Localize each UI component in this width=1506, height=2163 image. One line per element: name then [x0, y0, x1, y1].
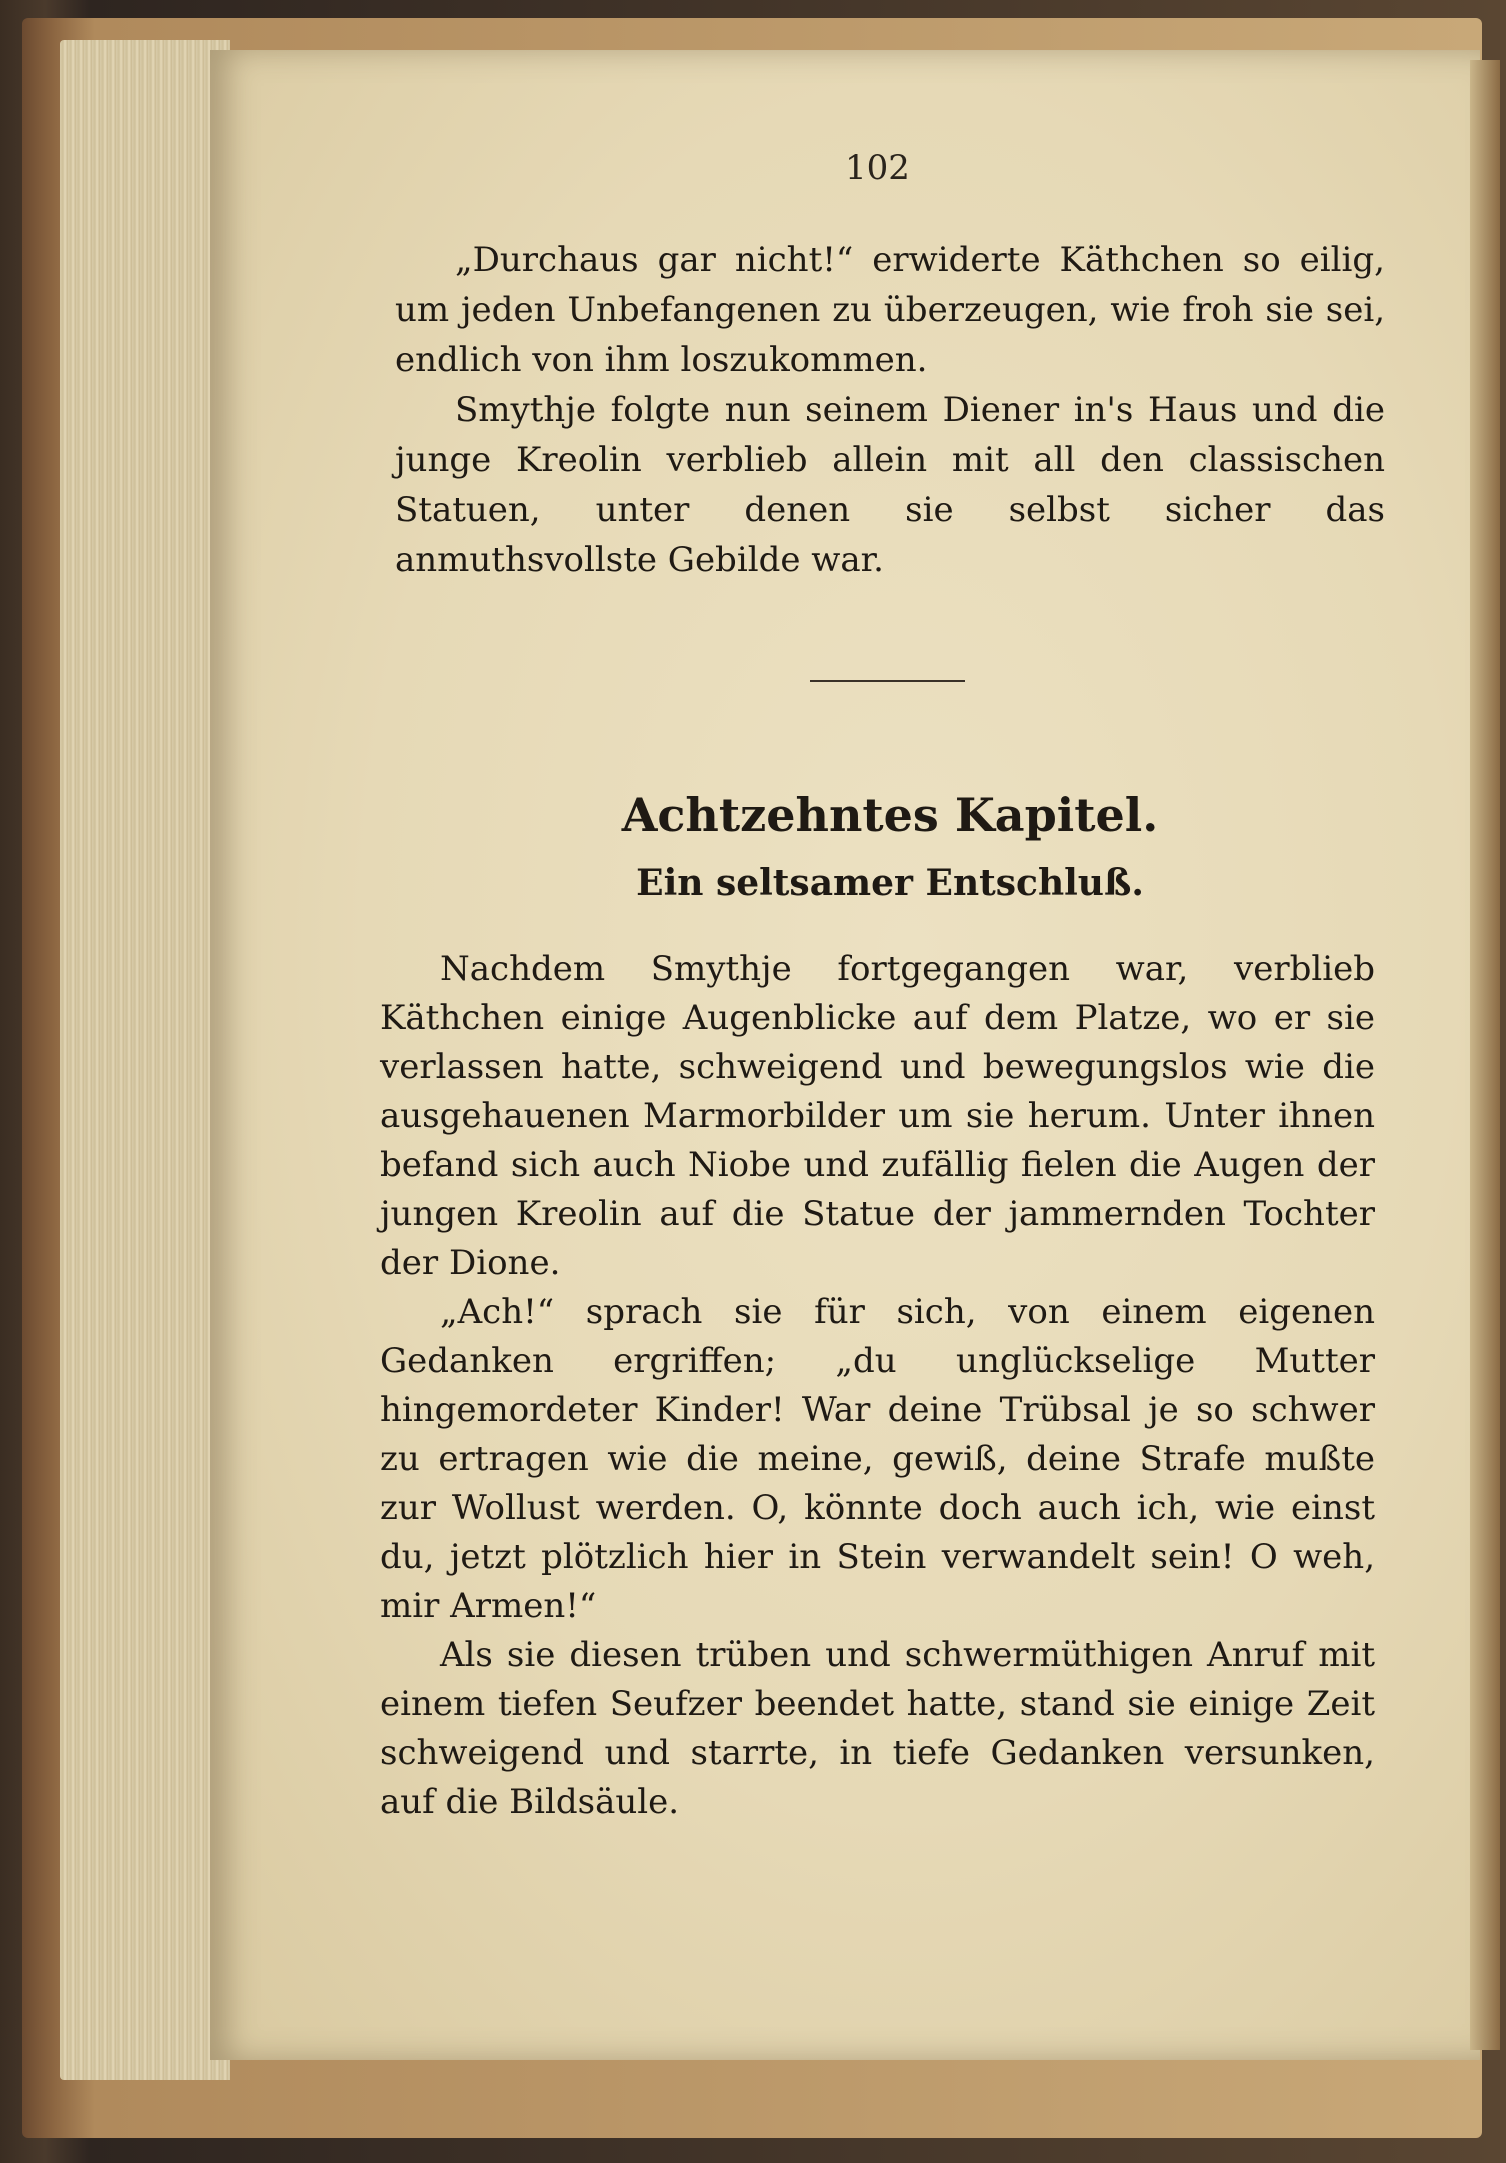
paragraph: „Ach!“ sprach sie für sich, von einem eigenen Gedanken ergriffen; „du unglückselige Mutter hingemordeter Kinder! War deine Trübsal je so schwer zu ertragen wie die meine, gewiß, deine Strafe mußte zur Wollust werden. O, könnte doch auch ich, wie einst du, jetzt plötzlich hier in Stein verwandelt sein! O weh, mir Armen!“	[380, 1292, 1375, 1626]
top-text-block	[395, 235, 1385, 585]
chapter-title: Achtzehntes Kapitel.	[621, 788, 1159, 842]
paragraph: „Durchaus gar nicht!“ erwiderte Käthchen so eilig, um jeden Unbefangenen zu überzeugen, wie froh sie sei, endlich von ihm loszukommen.	[395, 240, 1385, 380]
page-number: 102	[845, 148, 910, 188]
section-divider	[810, 680, 965, 682]
bottom-text-block	[380, 945, 1375, 1827]
paragraph: Smythje folgte nun seinem Diener in's Haus und die junge Kreolin verblieb allein mit all den classischen Statuen, unter denen sie selbst sicher das anmuthsvollste Gebilde war.	[395, 390, 1385, 580]
paragraph: Als sie diesen trüben und schwermüthigen Anruf mit einem tiefen Seufzer beendet hatte, stand sie einige Zeit schweigend und starrte, in tiefe Gedanken versunken, auf die Bildsäule.	[380, 1635, 1375, 1822]
chapter-subtitle: Ein seltsamer Entschluß.	[636, 862, 1144, 904]
page-right-edge	[1470, 60, 1500, 2050]
paragraph: Nachdem Smythje fortgegangen war, verblieb Käthchen einige Augenblicke auf dem Platze, wo er sie verlassen hatte, schweigend und bewegungslos wie die ausgehauenen Marmorbilder um sie herum. Unter ihnen befand sich auch Niobe und zufällig fielen die Augen der jungen Kreolin auf die Statue der jammernden Tochter der Dione.	[380, 949, 1375, 1283]
page-stack-edge	[60, 40, 230, 2080]
